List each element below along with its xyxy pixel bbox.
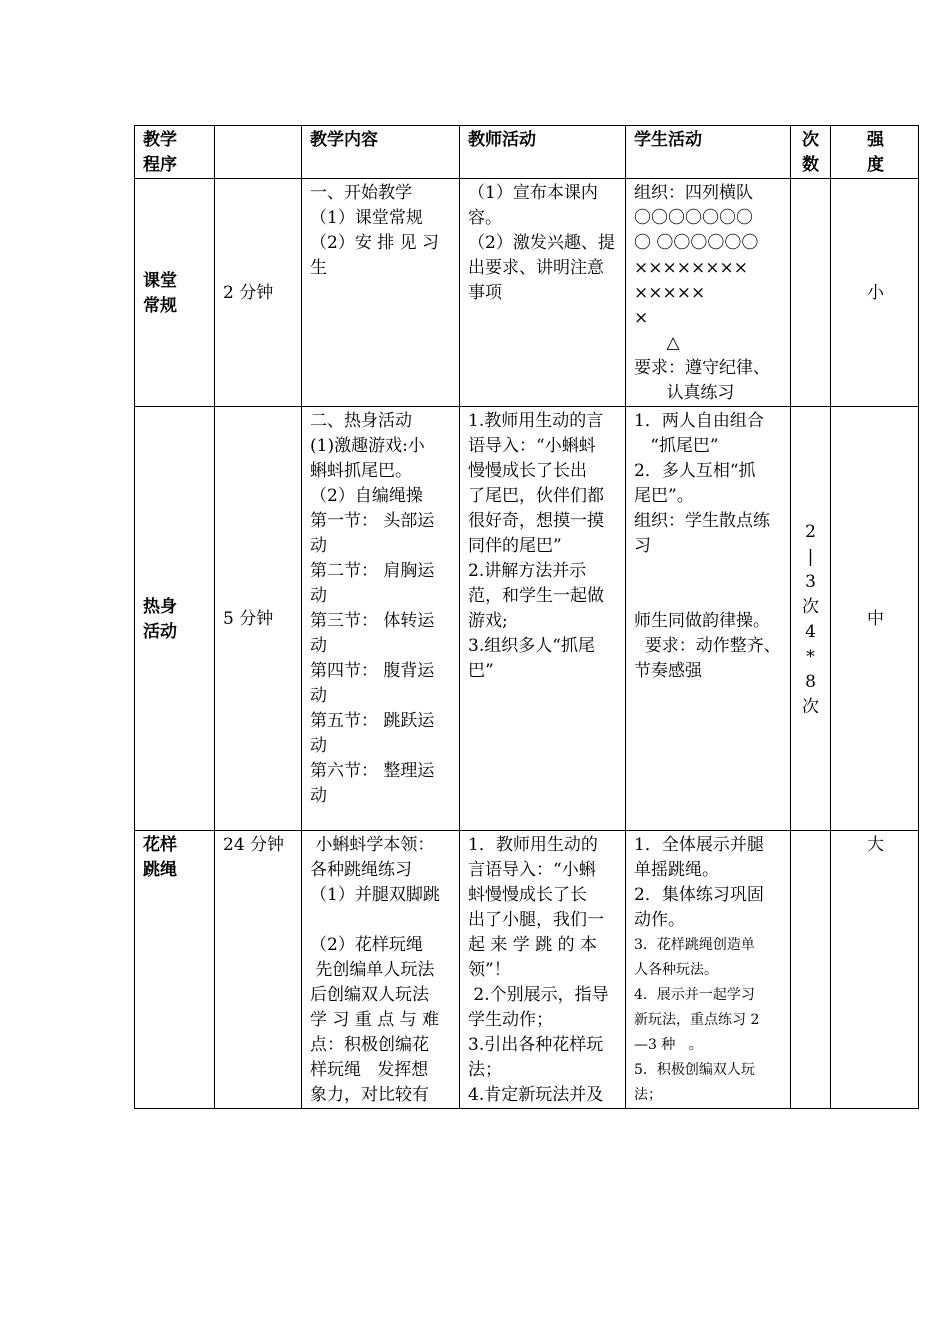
header-sequence: 教学 程序 <box>135 126 215 179</box>
table-row <box>135 831 919 1109</box>
header-content: 教学内容 <box>302 126 460 179</box>
row-student: 1．全体展示并腿 单摇跳绳。 2．集体练习巩固 动作。 3．花样跳绳创造单 人各种玩法。 4．展示并一起学习 新玩法，重点练习 2 —3 种 。 5．积极创编双人玩 法； <box>626 831 791 1109</box>
header-time <box>215 126 302 179</box>
row-time: 24 分钟 <box>215 831 302 1109</box>
row-count <box>791 179 831 407</box>
row-label: 热身 活动 <box>135 407 215 831</box>
row-time: 5 分钟 <box>215 407 302 831</box>
row-count: 2 | 3 次 4 * 8 次 <box>791 407 831 831</box>
header-teacher: 教师活动 <box>460 126 626 179</box>
row-student: 组织：四列横队 〇〇〇〇〇〇〇 〇 〇〇〇〇〇〇 ×××××××× ××××× × △ 要求：遵守纪律、 认真练习 <box>626 179 791 407</box>
row-count <box>791 831 831 1109</box>
row-intensity: 中 <box>831 407 919 831</box>
row-teacher: （1）宣布本课内 容。 （2）激发兴趣、提 出要求、讲明注意 事项 <box>460 179 626 407</box>
row-content: 二、热身活动 (1)激趣游戏:小 蝌蚪抓尾巴。 （2）自编绳操 第一节： 头部运 动 第二节： 肩胸运 动 第三节： 体转运 动 第四节： 腹背运 动 第五节： 跳跃运 动 第六节： 整理运 动 <box>302 407 460 831</box>
table-row <box>135 407 919 831</box>
header-count: 次 数 <box>791 126 831 179</box>
table-row <box>135 179 919 407</box>
row-content: 小蝌蚪学本领： 各种跳绳练习 （1）并腿双脚跳 （2）花样玩绳 先创编单人玩法 后创编双人玩法 学 习 重 点 与 难 点：积极创编花 样玩绳 发挥想 象力，对比较有 <box>302 831 460 1109</box>
lesson-plan-table <box>134 125 919 1109</box>
row-intensity: 大 <box>831 831 919 1109</box>
row-content: 一、开始教学 （1）课堂常规 （2）安 排 见 习 生 <box>302 179 460 407</box>
row-time: 2 分钟 <box>215 179 302 407</box>
row-label: 课堂 常规 <box>135 179 215 407</box>
header-intensity: 强 度 <box>831 126 919 179</box>
row-student: 1．两人自由组合 “抓尾巴” 2．多人互相“抓 尾巴”。 组织：学生散点练 习 师生同做韵律操。 要求：动作整齐、 节奏感强 <box>626 407 791 831</box>
row-teacher: 1.教师用生动的言 语导入：“小蝌蚪 慢慢成长了长出 了尾巴，伙伴们都 很好奇，想摸一摸 同伴的尾巴” 2.讲解方法并示 范，和学生一起做 游戏; 3.组织多人“抓尾 巴” <box>460 407 626 831</box>
header-row <box>135 126 919 179</box>
row-label: 花样 跳绳 <box>135 831 215 1109</box>
header-student: 学生活动 <box>626 126 791 179</box>
row-intensity: 小 <box>831 179 919 407</box>
row-teacher: 1．教师用生动的 言语导入：“小蝌 蚪慢慢成长了长 出了小腿，我们一 起 来 学 跳 的 本 领”！ 2.个别展示，指导 学生动作； 3.引出各种花样玩 法； 4.肯定新玩法并及 <box>460 831 626 1109</box>
